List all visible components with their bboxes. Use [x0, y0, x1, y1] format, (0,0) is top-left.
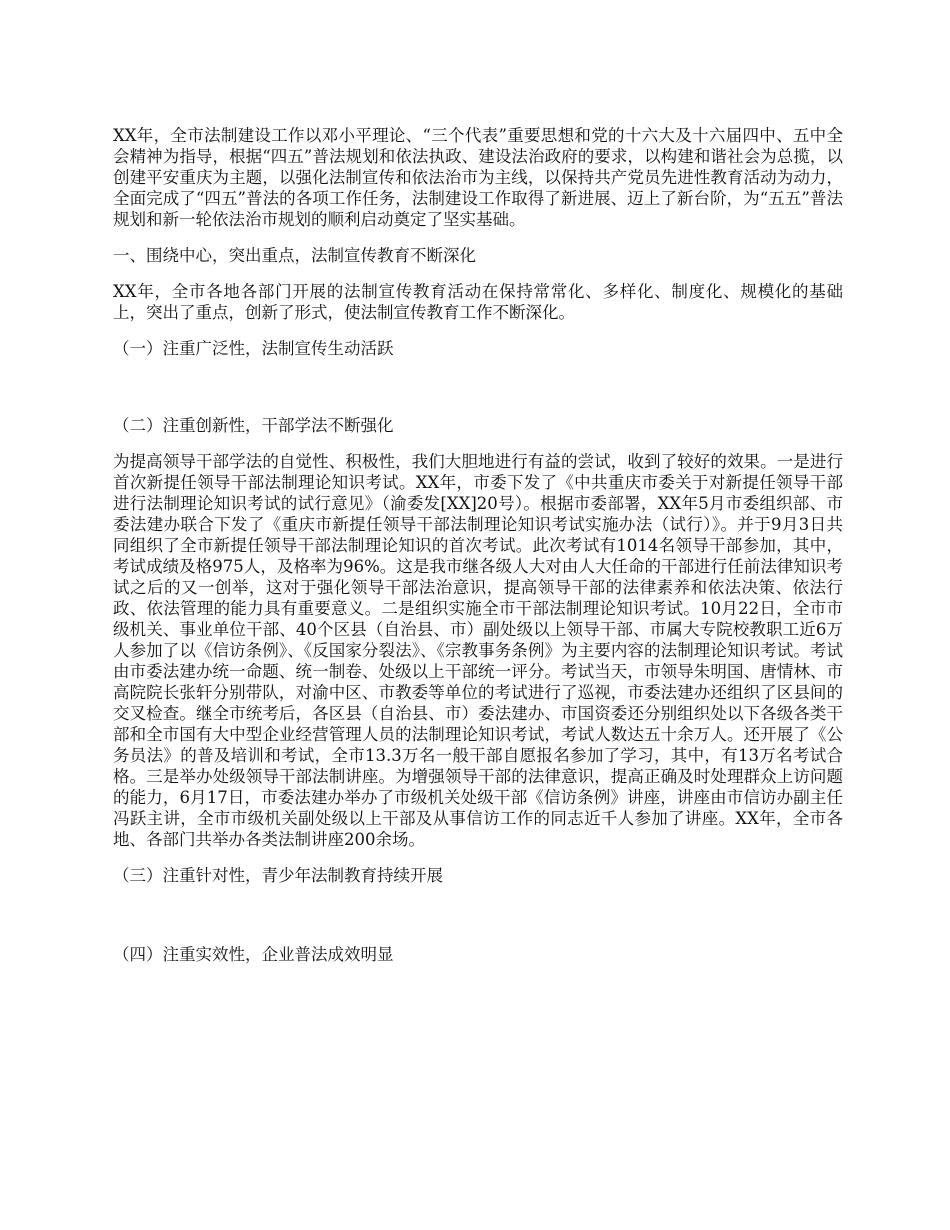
- subsection-heading-4: （四）注重实效性，企业普法成效明显: [113, 945, 394, 964]
- subsection-2-paragraph: 为提高领导干部学法的自觉性、积极性，我们大胆地进行有益的尝试，收到了较好的效果。一是进行首次新提任领导干部法制理论知识考试。XX年，市委下发了《中共重庆市委关于对新提任领导干部进行法制理论知识考试的试行意见》（渝委发[XX]20号）。根据市委部署，XX年5月市委组织部、市委法建办联合下发了《重庆市新提任领导干部法制理论知识考试实施办法（试行）》。并于9月3日共同组织了全市新提任领导干部法制理论知识的首次考试。此次考试有1014名领导干部参加，其中，考试成绩及格975人，及格率为96%。这是我市继各级人大对由人大任命的干部进行任前法律知识考试之后的又一创举，这对于强化领导干部法治意识，提高领导干部的法律素养和依法决策、依法行政、依法管理的能力具有重要意义。二是组织实施全市干部法制理论知识考试。10月22日，全市市级机关、事业单位干部、40个区县（自治县、市）副处级以上领导干部、市属大专院校教职工近6万人参加了以《信访条例》、《反国家分裂法》、《宗教事务条例》为主要内容的法制理论知识考试。考试由市委法建办统一命题、统一制卷、处级以上干部统一评分。考试当天，市领导朱明国、唐情林、市高院院长张轩分别带队，对渝中区、市教委等单位的考试进行了巡视，市委法建办还组织了区县间的交叉检查。继全市统考后，各区县（自治县、市）委法建办、市国资委还分别组织处以下各级各类干部和全市国有大中型企业经营管理人员的法制理论知识考试，考试人数达五十余万人。还开展了《公务员法》的普及培训和考试，全市13.3万名一般干部自愿报名参加了学习，其中，有13万名考试合格。三是举办处级领导干部法制讲座。为增强领导干部的法律意识，提高正确及时处理群众上访问题的能力，6月17日，市委法建办举办了市级机关处级干部《信访条例》讲座，讲座由市信访办副主任冯跃主讲，全市市级机关副处级以上干部及从事信访工作的同志近千人参加了讲座。XX年，全市各地、各部门共举办各类法制讲座200余场。: [113, 452, 843, 849]
- section-heading-1: 一、围绕中心，突出重点，法制宣传教育不断深化: [113, 246, 476, 265]
- subsection-heading-1: （一）注重广泛性，法制宣传生动活跃: [113, 339, 394, 358]
- intro-paragraph: XX年，全市法制建设工作以邓小平理论、“三个代表”重要思想和党的十六大及十六届四中、五中全会精神为指导，根据“四五”普法规划和依法执政、建设法治政府的要求，以构建和谐社会为总揽，以创建平安重庆为主题，以强化法制宣传和依法治市为主线，以保持共产党员先进性教育活动为动力，全面完成了“四五”普法的各项工作任务，法制建设工作取得了新进展、迈上了新台阶，为“五五”普法规划和新一轮依法治市规划的顺利启动奠定了坚实基础。: [113, 126, 843, 229]
- document-body: [113, 125, 843, 965]
- subsection-heading-3: （三）注重针对性，青少年法制教育持续开展: [113, 866, 443, 885]
- section-1-paragraph: XX年，全市各地各部门开展的法制宣传教育活动在保持常常化、多样化、制度化、规模化的基础上，突出了重点，创新了形式，使法制宣传教育工作不断深化。: [113, 282, 843, 322]
- subsection-heading-2: （二）注重创新性，干部学法不断强化: [113, 416, 394, 435]
